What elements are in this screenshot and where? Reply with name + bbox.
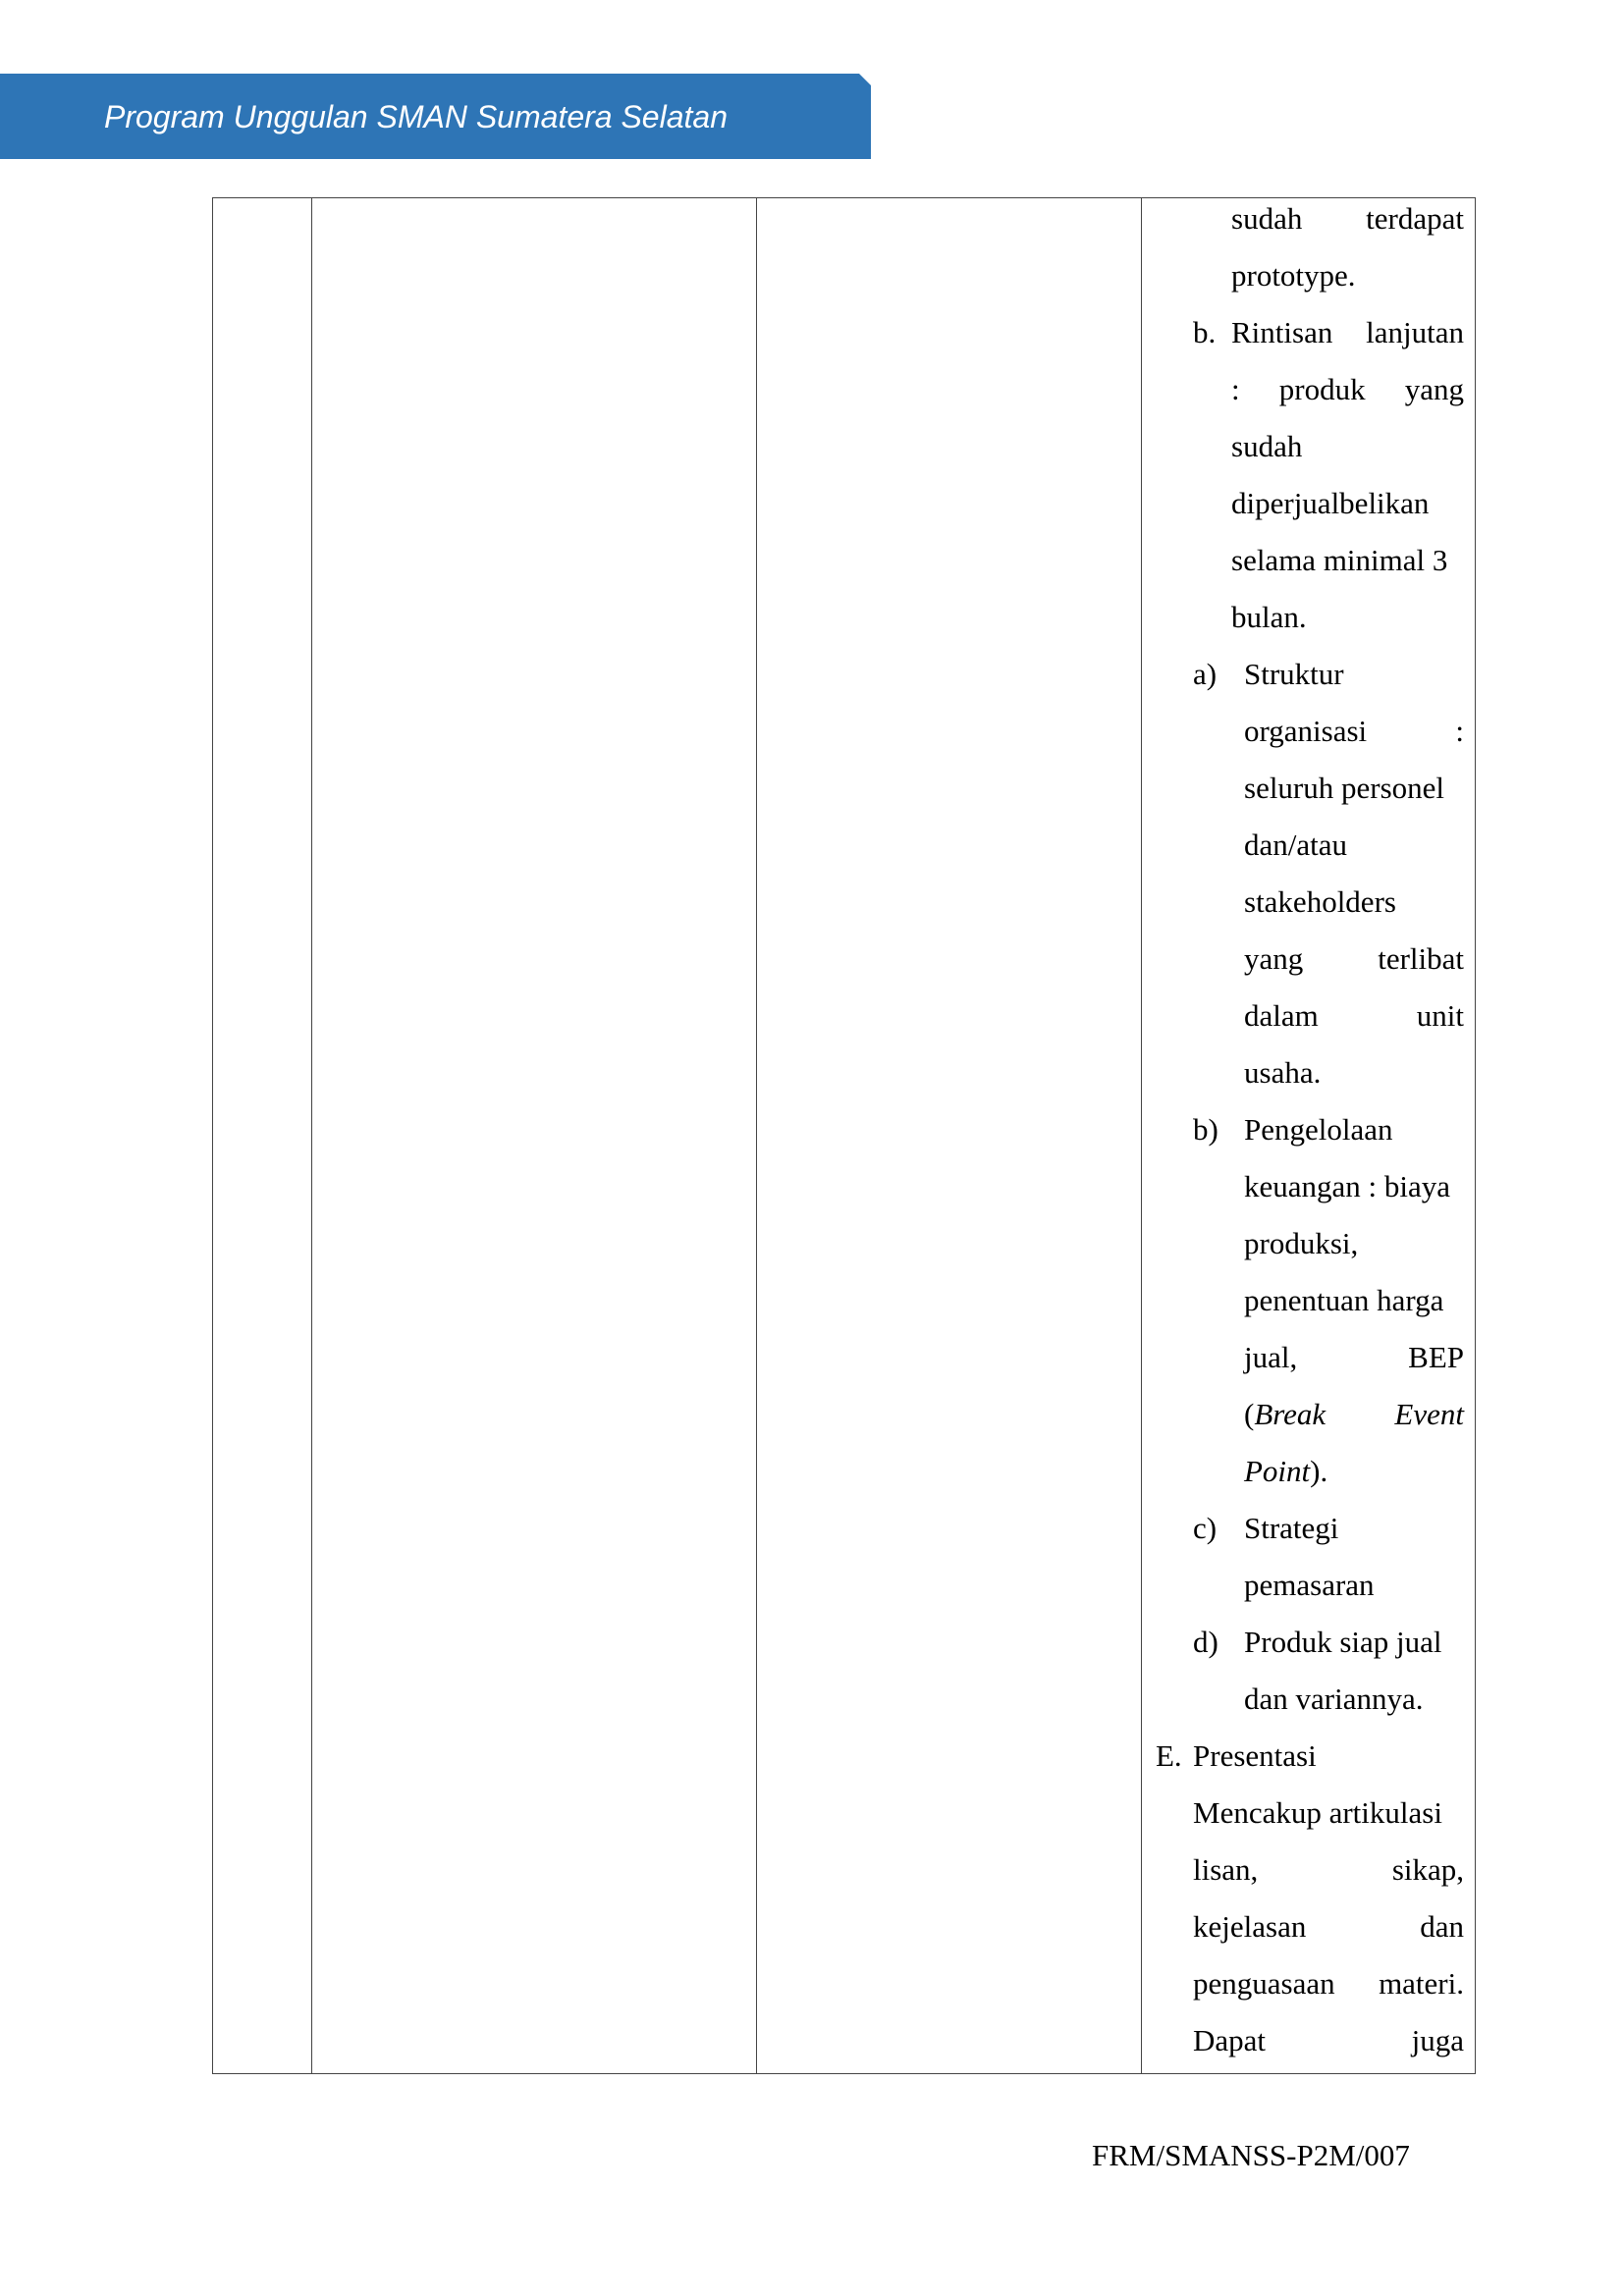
list-item-text: Produk siap jual xyxy=(1244,1625,1442,1659)
list-item-text: : produk yang xyxy=(1231,372,1464,406)
table-cell-number xyxy=(213,198,312,2074)
list-item-text: Point). xyxy=(1244,1454,1328,1488)
list-item-text: stakeholders xyxy=(1244,884,1396,919)
paragraph-text: penguasaan materi. xyxy=(1193,1966,1464,2001)
list-item-text: dalam unit xyxy=(1244,998,1464,1033)
form-code: FRM/SMANSS-P2M/007 xyxy=(1092,2138,1410,2172)
list-item-text: Strategi xyxy=(1244,1511,1339,1545)
list-marker: d) xyxy=(1193,1625,1218,1659)
list-marker: a) xyxy=(1193,657,1218,691)
list-item-text: yang terlibat xyxy=(1244,941,1464,976)
list-item-text: selama minimal 3 xyxy=(1231,543,1448,577)
table-cell-aspect xyxy=(312,198,757,2074)
list-item-text: dan variannya. xyxy=(1244,1682,1424,1716)
section-heading: Presentasi xyxy=(1193,1738,1317,1773)
list-item-text: sudah xyxy=(1231,429,1303,463)
table-cell-indicator xyxy=(757,198,1142,2074)
list-item-text: penentuan harga xyxy=(1244,1283,1444,1317)
list-item-text: pemasaran xyxy=(1244,1568,1375,1602)
list-item-text: diperjualbelikan xyxy=(1231,486,1430,520)
list-item-text: dan/atau xyxy=(1244,828,1348,862)
list-item-text: bulan. xyxy=(1231,600,1307,634)
list-item-text: (Break Event xyxy=(1244,1397,1464,1431)
list-item-text: seluruh personel xyxy=(1244,771,1445,805)
list-marker: c) xyxy=(1193,1511,1218,1545)
list-item-text: jual, BEP xyxy=(1244,1340,1464,1374)
paragraph-text: Mencakup artikulasi xyxy=(1193,1795,1442,1830)
list-item-text: Pengelolaan xyxy=(1244,1112,1393,1147)
paragraph-text: lisan, sikap, xyxy=(1193,1852,1464,1887)
list-item-text: organisasi : xyxy=(1244,714,1464,748)
list-item-text: produksi, xyxy=(1244,1226,1359,1260)
list-marker: b. xyxy=(1193,315,1217,349)
banner-title: Program Unggulan SMAN Sumatera Selatan xyxy=(104,99,728,134)
list-marker: E. xyxy=(1156,1738,1182,1773)
paragraph-text: kejelasan dan xyxy=(1193,1909,1464,1944)
list-item-text: prototype. xyxy=(1231,258,1356,293)
list-item-text: keuangan : biaya xyxy=(1244,1169,1451,1203)
list-marker: b) xyxy=(1193,1112,1218,1147)
list-item-text: sudah terdapat xyxy=(1231,201,1464,236)
list-item-text: Rintisan lanjutan xyxy=(1231,315,1464,349)
list-item-text: Struktur xyxy=(1244,657,1344,691)
list-item-text: usaha. xyxy=(1244,1055,1322,1090)
paragraph-text: Dapat juga xyxy=(1193,2023,1464,2057)
